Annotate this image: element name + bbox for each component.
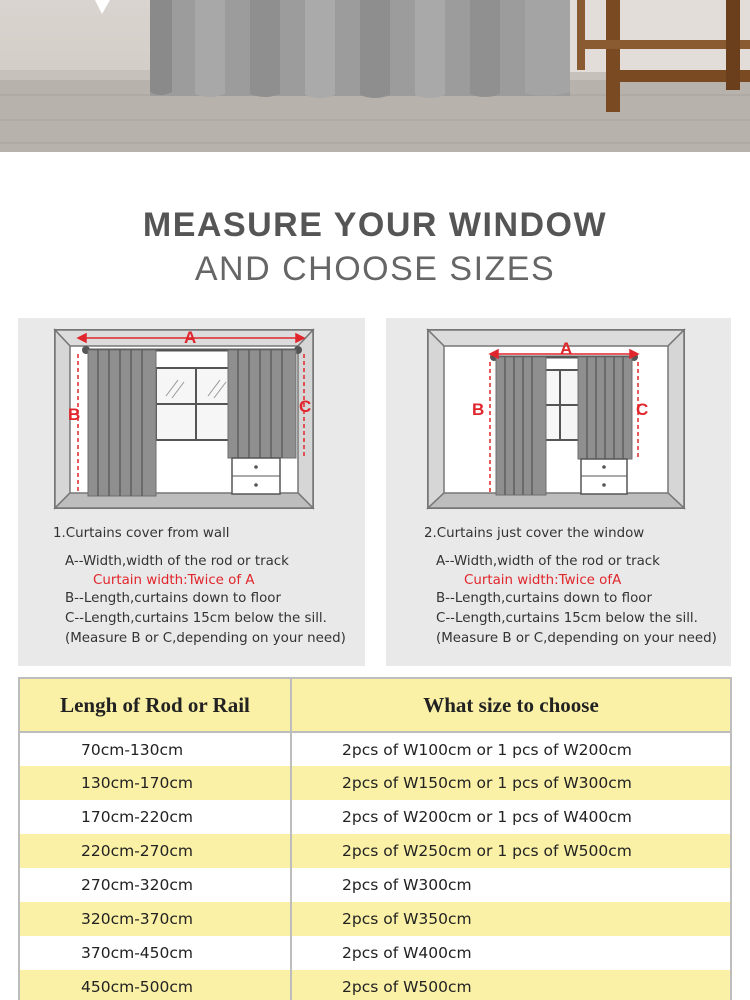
size-choice-cell: 2pcs of W100cm or 1 pcs of W200cm [291, 732, 731, 766]
table-row [19, 732, 731, 766]
measure-note: (Measure B or C,depending on your need) [65, 631, 346, 646]
length-sill-instruction: C--Length,curtains 15cm below the sill. [436, 611, 698, 626]
size-choice-cell: 2pcs of W250cm or 1 pcs of W500cm [291, 834, 731, 868]
diagram-cover-wall [18, 318, 365, 518]
rod-length-cell: 320cm-370cm [19, 902, 291, 936]
size-choice-cell: 2pcs of W200cm or 1 pcs of W400cm [291, 800, 731, 834]
measure-note: (Measure B or C,depending on your need) [436, 631, 717, 646]
table-header-row [19, 678, 731, 732]
product-photo [0, 0, 750, 152]
width-instruction: A--Width,width of the rod or track [436, 554, 660, 569]
measure-instructions [424, 524, 717, 649]
size-choice-cell: 2pcs of W300cm [291, 868, 731, 902]
table-row [19, 834, 731, 868]
column-header-rod-length: Lengh of Rod or Rail [19, 678, 291, 732]
table-row [19, 868, 731, 902]
dimension-label-a: A [184, 328, 197, 347]
rod-length-cell: 220cm-270cm [19, 834, 291, 868]
rod-length-cell: 370cm-450cm [19, 936, 291, 970]
width-instruction: A--Width,width of the rod or track [65, 554, 289, 569]
dimension-label-c: C [299, 397, 312, 416]
diagram-panel-cover-window [386, 318, 731, 666]
diagram-cover-window [386, 318, 731, 518]
size-choice-cell: 2pcs of W150cm or 1 pcs of W300cm [291, 766, 731, 800]
rod-length-cell: 130cm-170cm [19, 766, 291, 800]
dimension-label-b: B [472, 400, 485, 419]
rod-length-cell: 70cm-130cm [19, 732, 291, 766]
diagram-title: 2.Curtains just cover the window [424, 526, 645, 541]
diagram-panel-cover-wall [18, 318, 365, 666]
length-sill-instruction: C--Length,curtains 15cm below the sill. [65, 611, 327, 626]
table-row [19, 970, 731, 1000]
curtain-width-note: Curtain width:Twice ofA [464, 573, 622, 588]
size-chart-table [18, 677, 732, 1000]
dimension-label-c: C [636, 400, 649, 419]
rod-length-cell: 270cm-320cm [19, 868, 291, 902]
table-row [19, 800, 731, 834]
rod-length-cell: 450cm-500cm [19, 970, 291, 1000]
table-row [19, 936, 731, 970]
table-row [19, 902, 731, 936]
table-row [19, 766, 731, 800]
size-choice-cell: 2pcs of W500cm [291, 970, 731, 1000]
section-heading [0, 205, 750, 291]
dimension-label-a: A [560, 339, 573, 358]
heading-title: MEASURE YOUR WINDOW [142, 206, 608, 244]
size-choice-cell: 2pcs of W350cm [291, 902, 731, 936]
rod-length-cell: 170cm-220cm [19, 800, 291, 834]
length-floor-instruction: B--Length,curtains down to floor [65, 591, 281, 606]
heading-subtitle: AND CHOOSE SIZES [194, 250, 556, 288]
column-header-size: What size to choose [291, 678, 731, 732]
curtain-width-note: Curtain width:Twice of A [93, 573, 255, 588]
size-choice-cell: 2pcs of W400cm [291, 936, 731, 970]
dimension-label-b: B [68, 405, 81, 424]
curtain-photo-illustration [0, 0, 750, 152]
measure-instructions [53, 524, 346, 649]
length-floor-instruction: B--Length,curtains down to floor [436, 591, 652, 606]
diagram-title: 1.Curtains cover from wall [53, 526, 230, 541]
